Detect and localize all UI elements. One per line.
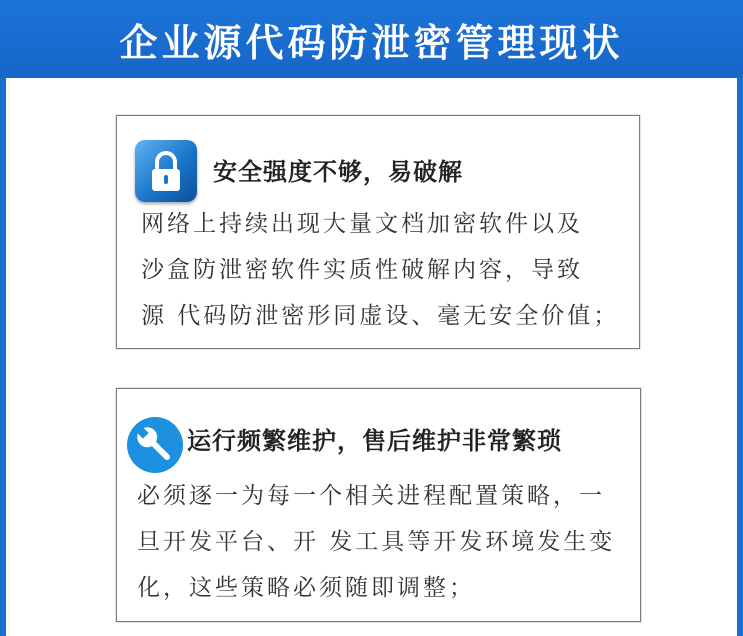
issue-card-security	[116, 115, 640, 349]
card-body	[141, 201, 631, 339]
page-title: 企业源代码防泄密管理现状	[119, 20, 624, 65]
card-body-line: 沙盒防泄密软件实质性破解内容，导致	[141, 257, 583, 283]
card-body	[137, 473, 632, 611]
card-body-line: 源 代码防泄密形同虚设、毫无安全价值；	[141, 303, 620, 329]
card-body-line: 网络上持续出现大量文档加密软件以及	[141, 211, 583, 237]
wrench-icon	[127, 417, 183, 473]
content-panel	[6, 78, 737, 636]
lock-icon	[135, 140, 197, 202]
card-body-line: 旦开发平台、开 发工具等开发环境发生变	[137, 529, 616, 555]
card-title: 运行频繁维护，售后维护非常繁琐	[187, 427, 562, 455]
card-body-line: 化，这些策略必须随即调整；	[137, 575, 475, 601]
header-banner	[0, 0, 743, 78]
card-body-line: 必须逐一为每一个相关进程配置策略，一	[137, 483, 605, 509]
card-title: 安全强度不够，易破解	[213, 158, 463, 186]
issue-card-maintenance	[116, 388, 641, 622]
